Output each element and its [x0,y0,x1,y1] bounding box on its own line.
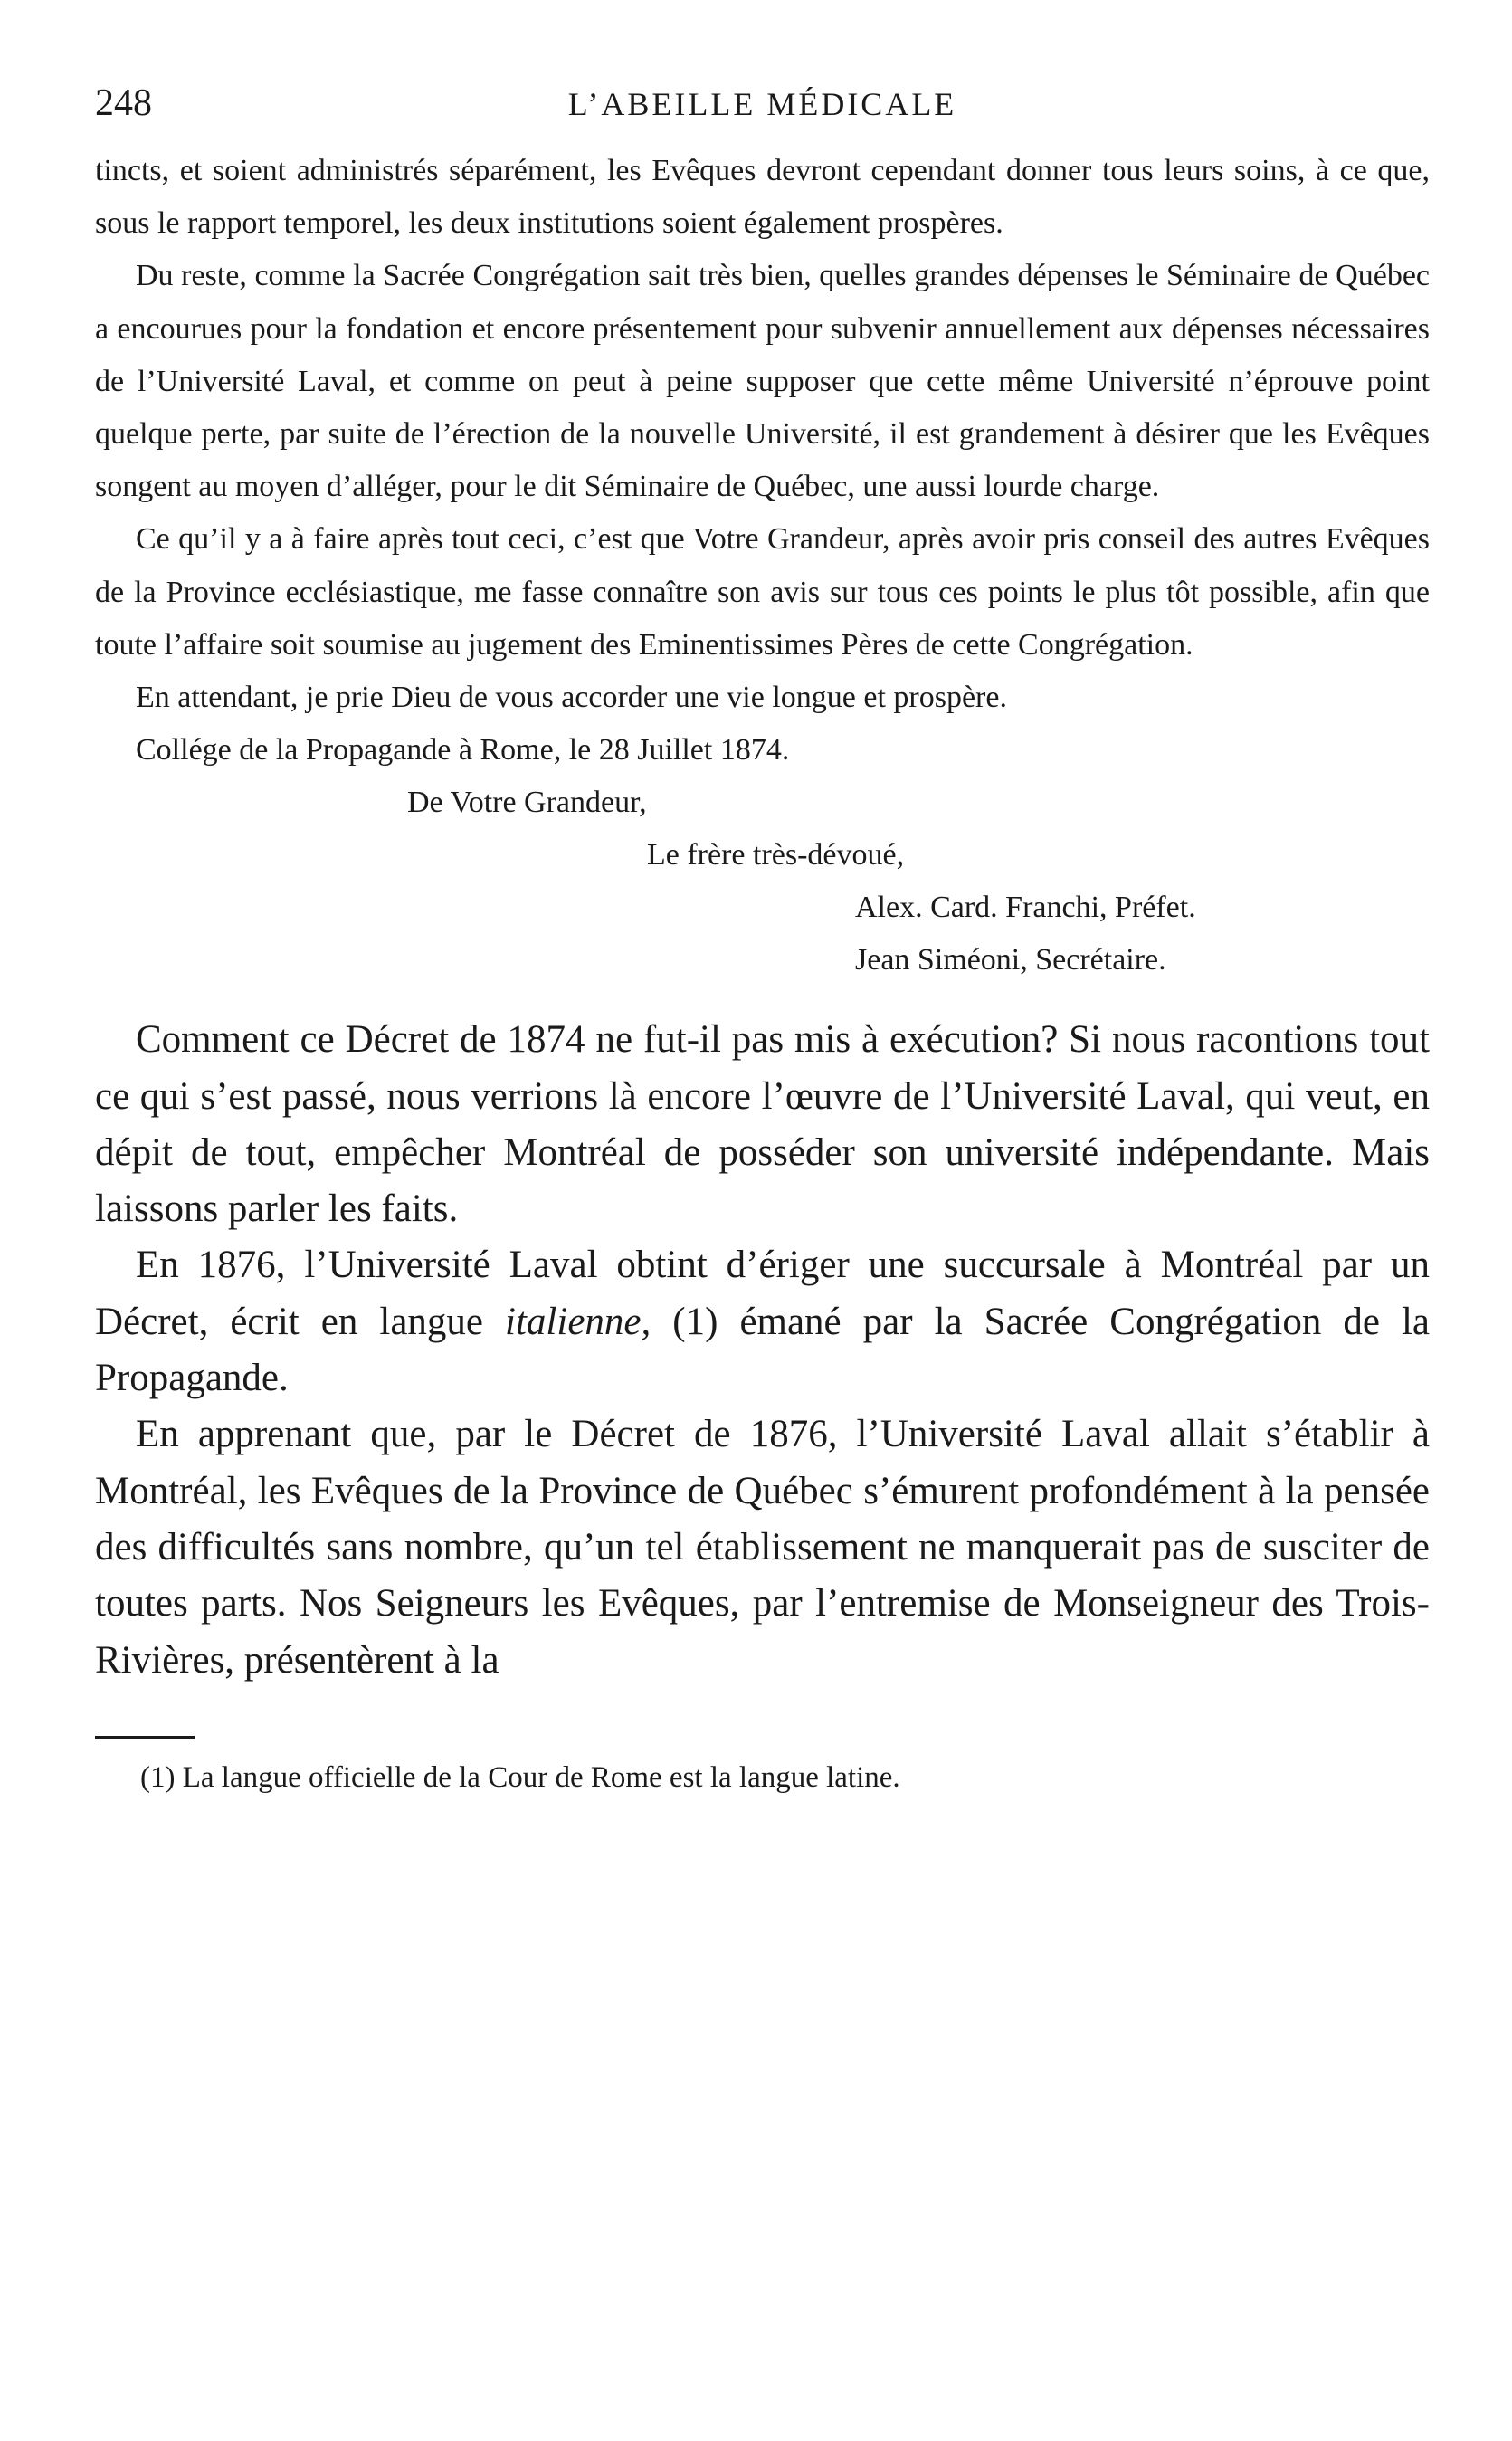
page-number: 248 [95,82,152,124]
place-date: Collége de la Propagande à Rome, le 28 Juillet 1874. [136,733,790,768]
letter-paragraph: En attendant, je prie Dieu de vous accorder une vie longue et prospère. [136,681,1007,715]
signature-prefect: Alex. Card. Franchi, Préfet. [855,891,1196,925]
body-text-run: En 1876, l’Université Laval obtint d’ériger une succursale à Montréal par un Décret, écrit en langue [95,1244,1430,1343]
signature-secretary: Jean Siméoni, Secrétaire. [855,943,1166,977]
running-header [95,81,1430,145]
body-paragraph: En apprenant que, par le Décret de 1876, l’Université Laval allait s’établir à Montréal, les Evêques de la Province de Québec s’émurent profondément à la pensée des difficultés sans nombre, qu’un tel établissement ne manquerait pas de susciter de toutes parts. Nos Seigneurs les Evêques, par l’entremise de Monseigneur des Trois-Rivières, présentèrent à la [95,1413,1430,1682]
body-text-run: (1) émané par la Sacrée Congrégation de la Propagande. [95,1300,1430,1400]
letter-text [95,145,1430,724]
footnote: (1) La langue officielle de la Cour de Rome est la langue latine. [140,1760,900,1794]
salutation: De Votre Grandeur, [407,786,647,820]
running-title: L’ABEILLE MÉDICALE [567,86,957,122]
page [95,81,1430,1800]
footnote-divider [95,1736,195,1739]
letter-paragraph: Ce qu’il y a à faire après tout ceci, c’est que Votre Grandeur, après avoir pris conseil des autres Evêques de la Province ecclésiastique, me fasse connaître son avis sur tous ces points le plus tôt possible, afin que toute l’affaire soit soumise au jugement des Eminentissimes Pères de cette Congrégation. [95,522,1430,662]
italic-term: italienne, [505,1300,651,1343]
body-paragraph [95,1237,1430,1406]
letter-paragraph: tincts, et soient administrés séparément, les Evêques devront cependant donner tous leurs soins, à ce que, sous le rapport temporel, les deux institutions soient également prospères. [95,154,1430,241]
letter-paragraph: Du reste, comme la Sacrée Congrégation sait très bien, quelles grandes dépenses le Séminaire de Québec a encourues pour la fondation et encore présentement pour subvenir annuellement aux dépenses nécessaires de l’Université Laval, et comme on peut à peine supposer que cette même Université n’éprouve point quelque perte, par suite de l’érection de la nouvelle Université, il est grandement à désirer que les Evêques songent au moyen d’alléger, pour le dit Séminaire de Québec, une aussi lourde charge. [95,259,1430,504]
valediction: Le frère très-dévoué, [647,838,905,872]
letter-closing [95,724,1430,987]
body-text [95,1012,1430,1689]
body-paragraph: Comment ce Décret de 1874 ne fut-il pas mis à exécution? Si nous racontions tout ce qui s’est passé, nous verrions là encore l’œuvre de l’Université Laval, qui veut, en dépit de tout, empêcher Montréal de posséder son université indépendante. Mais laissons parler les faits. [95,1018,1430,1231]
